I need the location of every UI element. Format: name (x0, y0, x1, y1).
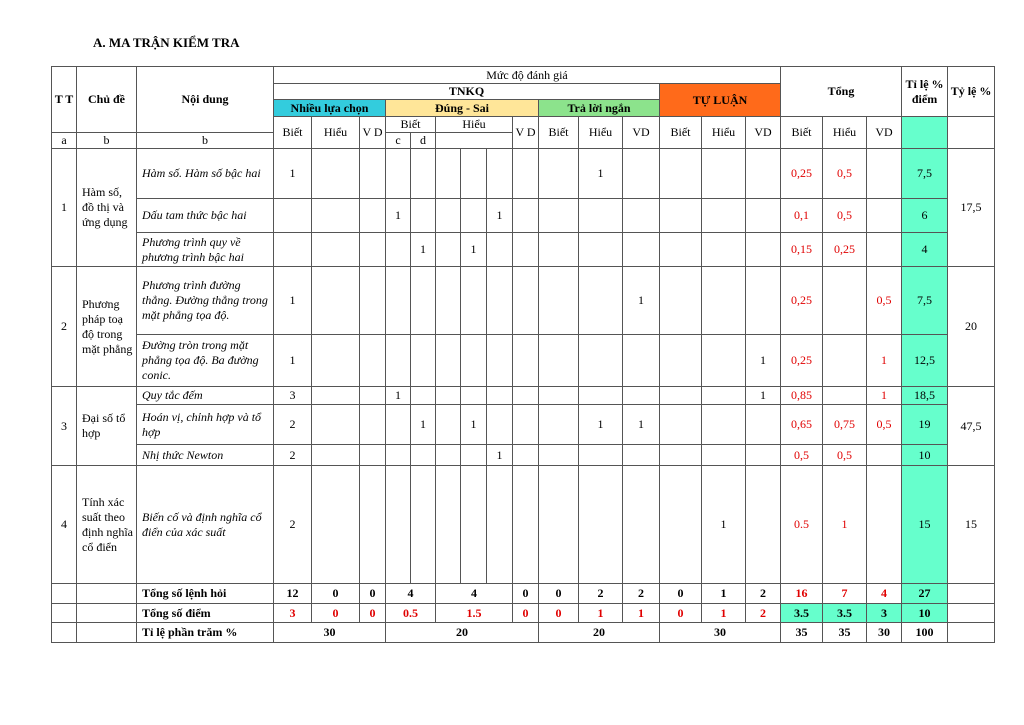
header-tra-loi-ngan: Trả lời ngắn (539, 100, 660, 117)
sub-biet-tln: Biết (539, 117, 579, 149)
sub-c: c (386, 133, 411, 149)
value-cell (312, 233, 360, 267)
value-cell (487, 149, 513, 199)
total-points-value: 0 (513, 604, 539, 623)
sub-b: b (77, 133, 137, 149)
value-cell (411, 267, 436, 335)
sub-hieu-tln: Hiểu (579, 117, 623, 149)
total-points-label: Tổng số điểm (137, 604, 274, 623)
value-cell (360, 387, 386, 405)
value-cell: 1 (702, 466, 746, 584)
total-questions-value: 7 (823, 584, 867, 604)
sub-ty-le-col (948, 117, 995, 149)
topic-ty-le: 15 (948, 466, 995, 584)
value-cell: 0,5 (823, 445, 867, 466)
table-row (52, 335, 995, 387)
value-cell (360, 199, 386, 233)
value-cell: 1 (386, 199, 411, 233)
value-cell (579, 267, 623, 335)
value-cell: 1 (274, 335, 312, 387)
value-cell: 0,5 (823, 149, 867, 199)
value-cell (513, 267, 539, 335)
value-cell: 0,5 (867, 267, 902, 335)
value-cell (360, 445, 386, 466)
sub-hieu: Hiểu (312, 117, 360, 149)
header-ti-le-diem: Tỉ lệ % điểm (902, 67, 948, 117)
topic-ty-le: 47,5 (948, 387, 995, 466)
total-questions-value: 2 (579, 584, 623, 604)
value-cell (436, 335, 461, 387)
value-cell (487, 335, 513, 387)
content-cell: Biến cố và định nghĩa cổ điển của xác suất (137, 466, 274, 584)
sub-vd-tong: VD (867, 117, 902, 149)
value-cell (487, 387, 513, 405)
value-cell: 0,25 (823, 233, 867, 267)
value-cell (746, 199, 781, 233)
percentage-value: 20 (539, 623, 660, 643)
value-cell (660, 233, 702, 267)
value-cell: 1 (746, 335, 781, 387)
value-cell (411, 149, 436, 199)
value-cell (702, 267, 746, 335)
sub-ti-le-col (902, 117, 948, 149)
value-cell (746, 267, 781, 335)
value-cell (312, 335, 360, 387)
value-cell: 0,1 (781, 199, 823, 233)
value-cell (867, 233, 902, 267)
value-cell (702, 199, 746, 233)
value-cell: 1 (411, 405, 436, 445)
sub-vd-ds: V D (513, 117, 539, 149)
value-cell: 1 (867, 387, 902, 405)
header-tnkq: TNKQ (274, 84, 660, 100)
value-cell (312, 445, 360, 466)
value-cell (513, 405, 539, 445)
percentage-value: 30 (274, 623, 386, 643)
total-questions-value: 0 (660, 584, 702, 604)
sub-biet-tl: Biết (660, 117, 702, 149)
value-cell: 1 (579, 149, 623, 199)
percentage-row (52, 623, 995, 643)
total-questions-value: 12 (274, 584, 312, 604)
header-chu-de: Chủ đề (77, 67, 137, 133)
value-cell: 1 (386, 387, 411, 405)
content-cell: Quy tắc đếm (137, 387, 274, 405)
value-cell (411, 445, 436, 466)
value-cell: 2 (274, 405, 312, 445)
header-tong: Tổng (781, 67, 902, 117)
value-cell (436, 267, 461, 335)
value-cell: 0,25 (781, 335, 823, 387)
value-cell: 0,65 (781, 405, 823, 445)
value-cell (386, 405, 411, 445)
value-cell (539, 405, 579, 445)
value-cell (702, 149, 746, 199)
value-cell (274, 199, 312, 233)
empty-cell (77, 623, 137, 643)
topic-name: Đại số tổ hợp (77, 387, 137, 466)
value-cell (746, 149, 781, 199)
total-questions-value: 0 (360, 584, 386, 604)
value-cell (702, 405, 746, 445)
value-cell (411, 466, 436, 584)
value-cell: 0,75 (823, 405, 867, 445)
total-questions-value: 16 (781, 584, 823, 604)
value-cell (867, 149, 902, 199)
empty-cell (77, 584, 137, 604)
header-noi-dung: Nội dung (137, 67, 274, 133)
value-cell (660, 466, 702, 584)
sub-vd-tl: VD (746, 117, 781, 149)
value-cell (411, 387, 436, 405)
topic-name: Hàm số, đồ thị và ứng dụng (77, 149, 137, 267)
total-points-value: 3 (867, 604, 902, 623)
value-cell (702, 335, 746, 387)
value-cell (823, 267, 867, 335)
total-points-value: 0 (360, 604, 386, 623)
value-cell (487, 466, 513, 584)
value-cell: 7,5 (902, 267, 948, 335)
value-cell (386, 466, 411, 584)
content-cell: Đường tròn trong mặt phẳng tọa độ. Ba đường conic. (137, 335, 274, 387)
total-points-row (52, 604, 995, 623)
empty-cell (948, 604, 995, 623)
total-points-value: 0.5 (386, 604, 436, 623)
value-cell (461, 466, 487, 584)
total-questions-row (52, 584, 995, 604)
value-cell (513, 445, 539, 466)
value-cell: 0,25 (781, 149, 823, 199)
value-cell: 1 (623, 267, 660, 335)
table-row (52, 233, 995, 267)
total-points-value: 3.5 (823, 604, 867, 623)
content-cell: Nhị thức Newton (137, 445, 274, 466)
sub-d: d (411, 133, 436, 149)
value-cell (487, 233, 513, 267)
header-dung-sai: Đúng - Sai (386, 100, 539, 117)
topic-number: 3 (52, 387, 77, 466)
value-cell (539, 445, 579, 466)
table-row (52, 466, 995, 584)
sub-hieu-ds: Hiểu (436, 117, 513, 133)
value-cell: 1 (487, 445, 513, 466)
value-cell (623, 149, 660, 199)
total-questions-value: 4 (436, 584, 513, 604)
total-points-value: 0 (539, 604, 579, 623)
value-cell (746, 445, 781, 466)
value-cell: 1 (623, 405, 660, 445)
value-cell (867, 445, 902, 466)
value-cell (623, 387, 660, 405)
sub-biet-tong: Biết (781, 117, 823, 149)
value-cell (360, 267, 386, 335)
total-points-value: 1 (579, 604, 623, 623)
value-cell: 1 (274, 149, 312, 199)
total-points-value: 0 (312, 604, 360, 623)
table-row (52, 267, 995, 335)
value-cell (386, 445, 411, 466)
content-cell: Phương trình quy về phương trình bậc hai (137, 233, 274, 267)
value-cell (461, 387, 487, 405)
value-cell (579, 387, 623, 405)
percentage-value: 100 (902, 623, 948, 643)
topic-number: 2 (52, 267, 77, 387)
value-cell: 1 (823, 466, 867, 584)
value-cell (513, 149, 539, 199)
sub-vd: V D (360, 117, 386, 149)
total-questions-value: 27 (902, 584, 948, 604)
value-cell: 0,85 (781, 387, 823, 405)
value-cell: 0.5 (781, 466, 823, 584)
empty-cell (948, 623, 995, 643)
value-cell (312, 466, 360, 584)
value-cell (579, 445, 623, 466)
value-cell (461, 149, 487, 199)
value-cell (579, 233, 623, 267)
percentage-value: 30 (867, 623, 902, 643)
table-row (52, 199, 995, 233)
topic-name: Tính xác suất theo định nghĩa cổ điển (77, 466, 137, 584)
topic-ty-le: 17,5 (948, 149, 995, 267)
value-cell (360, 233, 386, 267)
value-cell (360, 335, 386, 387)
value-cell (623, 335, 660, 387)
value-cell (660, 405, 702, 445)
value-cell: 0,5 (781, 445, 823, 466)
value-cell (386, 233, 411, 267)
value-cell (702, 387, 746, 405)
value-cell: 1 (746, 387, 781, 405)
total-questions-value: 2 (623, 584, 660, 604)
empty-cell (52, 604, 77, 623)
value-cell (461, 199, 487, 233)
topic-number: 4 (52, 466, 77, 584)
value-cell: 10 (902, 445, 948, 466)
total-points-value: 3 (274, 604, 312, 623)
value-cell (436, 199, 461, 233)
value-cell: 2 (274, 466, 312, 584)
value-cell: 1 (461, 233, 487, 267)
value-cell (660, 335, 702, 387)
table-row (52, 445, 995, 466)
value-cell (360, 149, 386, 199)
value-cell (436, 387, 461, 405)
sub-vd-tln: VD (623, 117, 660, 149)
total-questions-value: 0 (539, 584, 579, 604)
topic-ty-le: 20 (948, 267, 995, 387)
value-cell: 18,5 (902, 387, 948, 405)
value-cell (823, 335, 867, 387)
total-points-value: 3.5 (781, 604, 823, 623)
value-cell (579, 466, 623, 584)
page-title: A. MA TRẬN KIỂM TRA (93, 35, 240, 50)
table-row (52, 387, 995, 405)
value-cell (539, 335, 579, 387)
exam-matrix-table (51, 66, 995, 643)
value-cell: 7,5 (902, 149, 948, 199)
total-points-value: 1 (623, 604, 660, 623)
empty-cell (948, 584, 995, 604)
header-tt: T T (52, 67, 77, 133)
value-cell (623, 466, 660, 584)
value-cell (513, 387, 539, 405)
header-muc-do: Mức độ đánh giá (274, 67, 781, 84)
value-cell: 1 (579, 405, 623, 445)
value-cell (579, 335, 623, 387)
value-cell (487, 267, 513, 335)
value-cell (539, 466, 579, 584)
value-cell: 19 (902, 405, 948, 445)
topic-number: 1 (52, 149, 77, 267)
content-cell: Hàm số. Hàm số bậc hai (137, 149, 274, 199)
content-cell: Phương trình đường thẳng. Đường thẳng trong mặt phẳng tọa độ. (137, 267, 274, 335)
percentage-value: 30 (660, 623, 781, 643)
value-cell (360, 466, 386, 584)
header-ty-le: Tỷ lệ % (948, 67, 995, 117)
value-cell (702, 445, 746, 466)
value-cell (386, 267, 411, 335)
value-cell: 12,5 (902, 335, 948, 387)
value-cell (436, 405, 461, 445)
value-cell (539, 233, 579, 267)
total-questions-value: 4 (386, 584, 436, 604)
sub-biet-ds: Biết (386, 117, 436, 133)
value-cell: 1 (411, 233, 436, 267)
value-cell (513, 233, 539, 267)
value-cell (461, 267, 487, 335)
value-cell: 1 (487, 199, 513, 233)
value-cell (746, 233, 781, 267)
total-questions-label: Tổng số lệnh hỏi (137, 584, 274, 604)
value-cell: 1 (274, 267, 312, 335)
sub-hieu-tong: Hiểu (823, 117, 867, 149)
value-cell: 2 (274, 445, 312, 466)
value-cell (411, 335, 436, 387)
table-row (52, 405, 995, 445)
empty-cell (77, 604, 137, 623)
value-cell (539, 149, 579, 199)
value-cell (539, 267, 579, 335)
percentage-label: Tỉ lệ phần trăm % (137, 623, 274, 643)
value-cell (702, 233, 746, 267)
value-cell (436, 149, 461, 199)
content-cell: Dấu tam thức bậc hai (137, 199, 274, 233)
value-cell (623, 233, 660, 267)
value-cell (660, 387, 702, 405)
value-cell (312, 267, 360, 335)
value-cell: 1 (867, 335, 902, 387)
value-cell (411, 199, 436, 233)
value-cell (623, 445, 660, 466)
total-points-value: 0 (660, 604, 702, 623)
value-cell (312, 387, 360, 405)
header-nhieu-lua-chon: Nhiều lựa chọn (274, 100, 386, 117)
value-cell (867, 199, 902, 233)
sub-biet: Biết (274, 117, 312, 149)
value-cell (312, 405, 360, 445)
value-cell (513, 199, 539, 233)
empty-cell (52, 584, 77, 604)
value-cell: 0,5 (867, 405, 902, 445)
value-cell (746, 405, 781, 445)
value-cell (312, 149, 360, 199)
value-cell (660, 199, 702, 233)
total-points-value: 1 (702, 604, 746, 623)
value-cell: 0,5 (823, 199, 867, 233)
sub-hieu-tl: Hiểu (702, 117, 746, 149)
total-questions-value: 0 (312, 584, 360, 604)
value-cell (312, 199, 360, 233)
value-cell (660, 445, 702, 466)
total-points-value: 2 (746, 604, 781, 623)
value-cell (274, 233, 312, 267)
value-cell (436, 445, 461, 466)
total-points-value: 1.5 (436, 604, 513, 623)
total-questions-value: 2 (746, 584, 781, 604)
value-cell: 6 (902, 199, 948, 233)
value-cell (513, 466, 539, 584)
topic-name: Phương pháp toạ độ trong mặt phẳng (77, 267, 137, 387)
value-cell (823, 387, 867, 405)
value-cell: 4 (902, 233, 948, 267)
value-cell (746, 466, 781, 584)
total-questions-value: 4 (867, 584, 902, 604)
percentage-value: 35 (823, 623, 867, 643)
percentage-value: 35 (781, 623, 823, 643)
value-cell (436, 466, 461, 584)
value-cell (579, 199, 623, 233)
value-cell: 0,15 (781, 233, 823, 267)
value-cell: 3 (274, 387, 312, 405)
value-cell: 1 (461, 405, 487, 445)
content-cell: Hoán vị, chỉnh hợp và tổ hợp (137, 405, 274, 445)
value-cell (539, 387, 579, 405)
total-questions-value: 1 (702, 584, 746, 604)
value-cell (623, 199, 660, 233)
table-row (52, 149, 995, 199)
total-questions-value: 0 (513, 584, 539, 604)
value-cell (513, 335, 539, 387)
sub-b2: b (137, 133, 274, 149)
percentage-value: 20 (386, 623, 539, 643)
value-cell (386, 149, 411, 199)
header-tu-luan: TỰ LUẬN (660, 84, 781, 117)
value-cell: 15 (902, 466, 948, 584)
value-cell (660, 149, 702, 199)
sub-a: a (52, 133, 77, 149)
value-cell (660, 267, 702, 335)
value-cell: 0,25 (781, 267, 823, 335)
value-cell (539, 199, 579, 233)
value-cell (386, 335, 411, 387)
value-cell (487, 405, 513, 445)
value-cell (436, 233, 461, 267)
value-cell (360, 405, 386, 445)
value-cell (867, 466, 902, 584)
value-cell (461, 335, 487, 387)
total-points-value: 10 (902, 604, 948, 623)
empty-cell (52, 623, 77, 643)
value-cell (461, 445, 487, 466)
